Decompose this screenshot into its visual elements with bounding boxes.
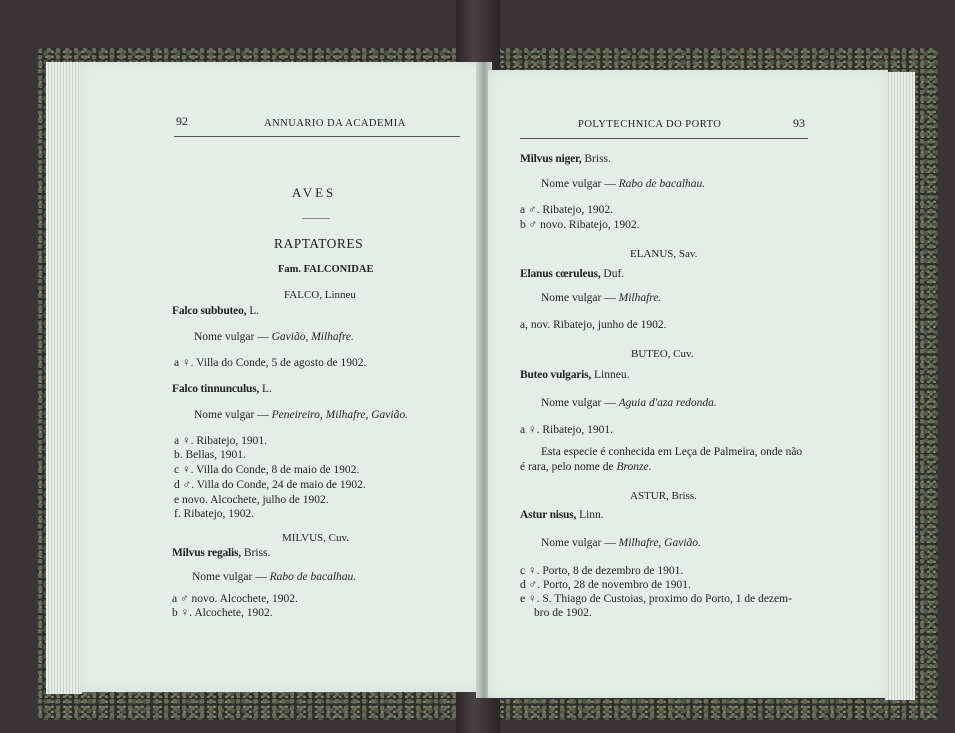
genus-astur: ASTUR, Briss. <box>630 490 697 502</box>
species-astur-nisus: Astur nisus, Linn. <box>520 509 604 521</box>
right-running-head: POLYTECHNICA DO PORTO <box>578 119 722 130</box>
specimen-record: a ♀. Ribatejo, 1901. <box>174 435 267 447</box>
specimen-record: b ♂ novo. Ribatejo, 1902. <box>520 219 640 231</box>
vulgar-name-line: Nome vulgar — Milhafre, Gavião. <box>541 537 701 549</box>
vulgar-name-line: Nome vulgar — Rabo de bacalhau. <box>192 571 357 583</box>
genus-elanus: ELANUS, Sav. <box>630 248 698 260</box>
note-text: Esta especie é conhecida em Leça de Palmeira, onde não <box>541 446 803 458</box>
genus-buteo: BUTEO, Cuv. <box>631 348 694 360</box>
specimen-record: a ♀. Ribatejo, 1901. <box>520 424 613 436</box>
vulgar-name-line: Nome vulgar — Rabo de bacalhau. <box>541 178 706 190</box>
right-page-number: 93 <box>793 116 805 130</box>
section-heading: AVES <box>292 185 337 200</box>
specimen-record: a ♀. Villa do Conde, 5 de agosto de 1902. <box>174 357 367 369</box>
specimen-record: bro de 1902. <box>534 607 592 619</box>
order-heading: RAPTATORES <box>274 236 364 251</box>
specimen-record: a ♂. Ribatejo, 1902. <box>520 204 613 216</box>
specimen-record: a, nov. Ribatejo, junho de 1902. <box>520 319 667 331</box>
vulgar-name-line: Nome vulgar — Milhafre. <box>541 292 662 304</box>
vulgar-name-line: Nome vulgar — Aguia d'aza redonda. <box>541 397 717 409</box>
species-elanus-coeruleus: Elanus cœruleus, Duf. <box>520 268 625 280</box>
specimen-record: b ♀. Alcochete, 1902. <box>172 607 273 619</box>
left-header-rule <box>174 136 460 137</box>
species-milvus-niger: Milvus niger, Briss. <box>520 153 611 165</box>
species-falco-tinnunculus: Falco tinnunculus, L. <box>172 383 272 395</box>
specimen-record: b. Bellas, 1901. <box>174 449 246 461</box>
left-running-head: ANNUARIO DA ACADEMIA <box>264 118 406 129</box>
specimen-record: c ♀. Porto, 8 de dezembro de 1901. <box>520 565 684 577</box>
vulgar-name-line: Nome vulgar — Peneireiro, Milhafre, Gavião. <box>194 409 408 421</box>
vulgar-name-line: Nome vulgar — Gavião, Milhafre. <box>194 331 354 343</box>
heading-divider <box>302 218 330 219</box>
specimen-record: c ♀. Villa do Conde, 8 de maio de 1902. <box>174 464 360 476</box>
genus-falco: FALCO, Linneu <box>284 289 356 301</box>
specimen-record: d ♂. Villa do Conde, 24 de maio de 1902. <box>174 479 366 491</box>
specimen-record: e ♀. S. Thiago de Custoias, proximo do Porto, 1 de dezem- <box>520 593 792 605</box>
right-header-rule <box>520 138 808 139</box>
species-falco-subbuteo: Falco subbuteo, L. <box>172 305 260 317</box>
specimen-record: f. Ribatejo, 1902. <box>174 508 255 520</box>
genus-milvus: MILVUS, Cuv. <box>282 532 350 544</box>
note-text: é rara, pelo nome de Bronze. <box>520 461 652 473</box>
left-page <box>80 62 484 692</box>
species-milvus-regalis: Milvus regalis, Briss. <box>172 547 271 559</box>
right-page-edges <box>885 72 915 700</box>
specimen-record: a ♂ novo. Alcochete, 1902. <box>172 593 298 605</box>
left-page-edges <box>46 62 82 694</box>
right-page <box>488 70 888 698</box>
family-heading: Fam. FALCONIDAE <box>278 264 374 275</box>
specimen-record: d ♂. Porto, 28 de novembro de 1901. <box>520 579 691 591</box>
species-buteo-vulgaris: Buteo vulgaris, Linneu. <box>520 369 630 381</box>
left-page-number: 92 <box>176 114 188 128</box>
specimen-record: e novo. Alcochete, julho de 1902. <box>174 494 329 506</box>
